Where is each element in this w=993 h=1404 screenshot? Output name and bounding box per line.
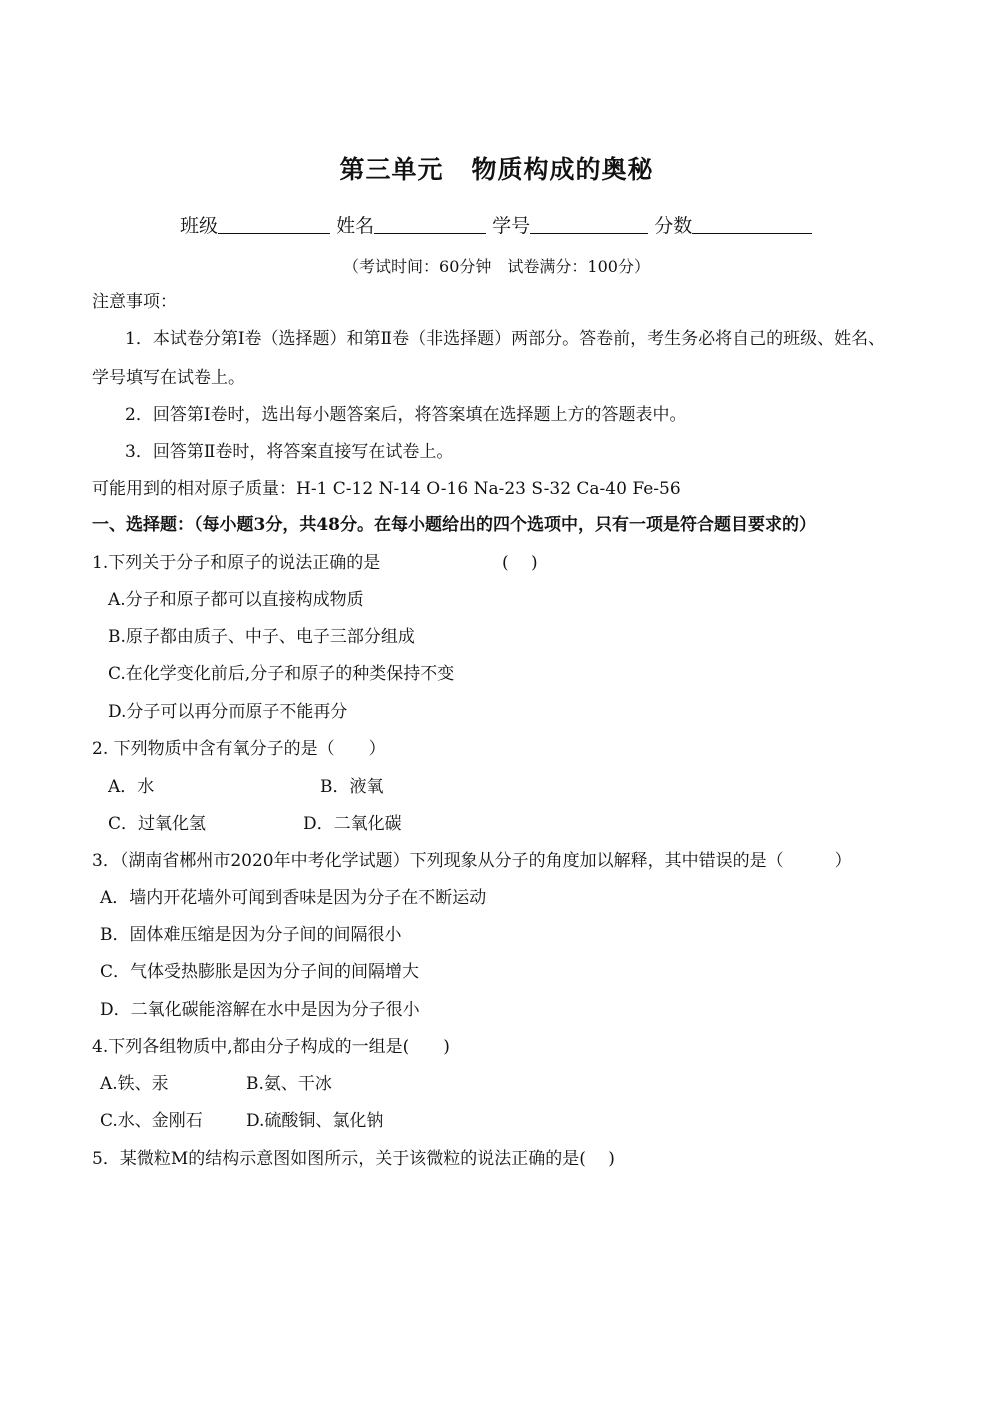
score-label: 分数 bbox=[654, 215, 693, 237]
question-2-option-d: D．二氧化碳 bbox=[303, 814, 402, 834]
question-4-option-c: C.水、金刚石 bbox=[100, 1111, 203, 1131]
id-label: 学号 bbox=[492, 215, 531, 237]
notice-item-1: 1．本试卷分第Ⅰ卷（选择题）和第Ⅱ卷（非选择题）两部分。答卷前，考生务必将自己的班级、姓名、 bbox=[125, 329, 886, 349]
question-1-option-b: B.原子都由质子、中子、电子三部分组成 bbox=[108, 627, 415, 647]
name-label: 姓名 bbox=[336, 215, 375, 237]
question-4-options-row2 bbox=[100, 1110, 500, 1132]
question-2-options-row1 bbox=[108, 776, 608, 798]
notice-item-2: 2．回答第Ⅰ卷时，选出每小题答案后，将答案填在选择题上方的答题表中。 bbox=[125, 405, 687, 425]
atomic-mass-line: 可能用到的相对原子质量：H-1 C-12 N-14 O-16 Na-23 S-32 Ca-40 Fe-56 bbox=[92, 479, 681, 499]
question-3-option-a: A．墙内开花墙外可闻到香味是因为分子在不断运动 bbox=[100, 888, 487, 908]
question-3-option-c: C．气体受热膨胀是因为分子间的间隔增大 bbox=[100, 962, 420, 982]
question-2-stem: 2. 下列物质中含有氧分子的是（ ） bbox=[92, 739, 386, 759]
notice-heading: 注意事项： bbox=[92, 292, 177, 312]
page-title bbox=[0, 150, 993, 186]
title-unit: 第三单元 bbox=[339, 155, 444, 184]
question-2-options-row2 bbox=[108, 813, 608, 835]
score-blank bbox=[692, 213, 812, 234]
question-4-stem: 4.下列各组物质中,都由分子构成的一组是( ) bbox=[92, 1037, 450, 1057]
notice-item-1-cont: 学号填写在试卷上。 bbox=[92, 368, 245, 388]
question-1-option-d: D.分子可以再分而原子不能再分 bbox=[108, 702, 348, 722]
notice-item-3: 3．回答第Ⅱ卷时，将答案直接写在试卷上。 bbox=[125, 442, 454, 462]
question-2-option-c: C．过氧化氢 bbox=[108, 814, 207, 834]
name-blank bbox=[374, 213, 486, 234]
question-3-stem: 3．（湖南省郴州市2020年中考化学试题）下列现象从分子的角度加以解释，其中错误的是（ ） bbox=[92, 851, 852, 871]
question-3-option-d: D．二氧化碳能溶解在水中是因为分子很小 bbox=[100, 1000, 420, 1020]
student-info-line bbox=[180, 213, 812, 239]
question-2-option-a: A．水 bbox=[108, 777, 155, 797]
exam-time: （考试时间：60分钟 试卷满分：100分） bbox=[343, 257, 650, 276]
question-5-stem: 5．某微粒M的结构示意图如图所示，关于该微粒的说法正确的是( ) bbox=[92, 1149, 615, 1169]
question-4-option-a: A.铁、汞 bbox=[100, 1074, 169, 1094]
question-4-option-d: D.硫酸铜、氯化钠 bbox=[246, 1111, 384, 1131]
question-4-options-row1 bbox=[100, 1073, 500, 1095]
question-1-stem: 1.下列关于分子和原子的说法正确的是 ( ) bbox=[92, 553, 538, 573]
title-topic: 物质构成的奥秘 bbox=[471, 155, 654, 184]
section-heading: 一、选择题：（每小题3分，共48分。在每小题给出的四个选项中，只有一项是符合题目要求的） bbox=[92, 515, 816, 535]
question-1-option-a: A.分子和原子都可以直接构成物质 bbox=[108, 590, 364, 610]
question-2-option-b: B．液氧 bbox=[320, 777, 384, 797]
question-3-option-b: B．固体难压缩是因为分子间的间隔很小 bbox=[100, 925, 402, 945]
class-blank bbox=[218, 213, 330, 234]
question-1-option-c: C.在化学变化前后,分子和原子的种类保持不变 bbox=[108, 664, 455, 684]
id-blank bbox=[530, 213, 648, 234]
question-4-option-b: B.氨、干冰 bbox=[246, 1074, 332, 1094]
answer-bracket: ( ) bbox=[502, 553, 538, 573]
class-label: 班级 bbox=[180, 215, 219, 237]
